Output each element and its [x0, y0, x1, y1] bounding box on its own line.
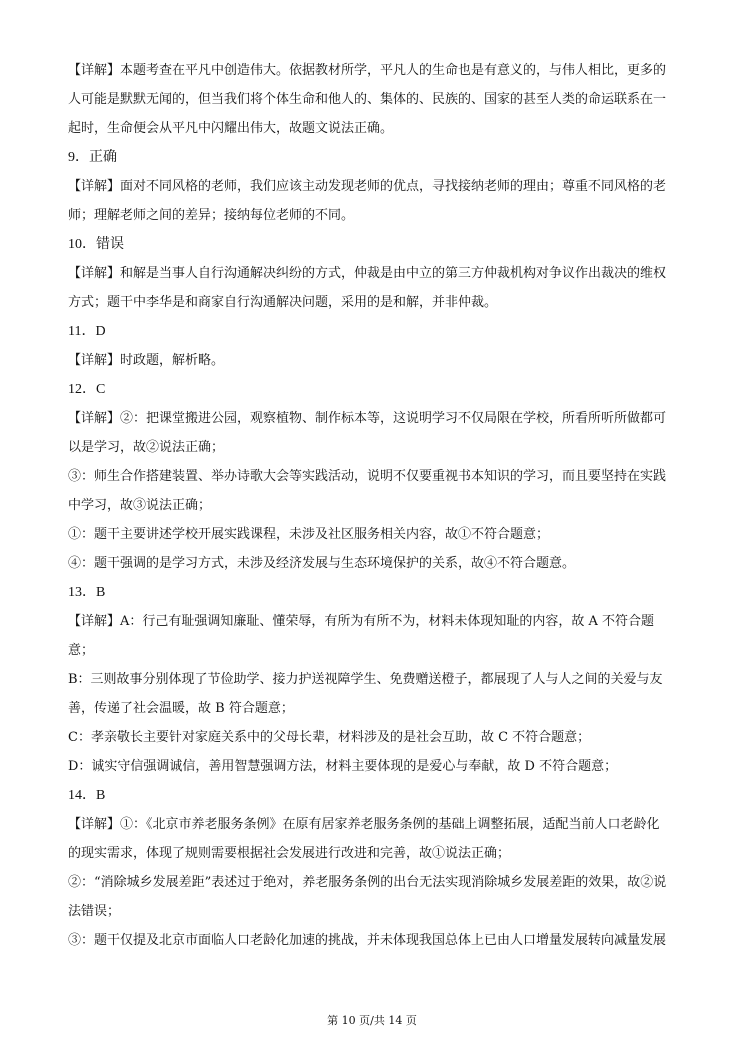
- text-line: 的现实需求，体现了规则需要根据社会发展进行改进和完善，故①说法正确；: [68, 846, 511, 861]
- text-line: 【详解】时政题，解析略。: [68, 353, 225, 368]
- text-line: 以是学习，故②说法正确；: [68, 440, 225, 455]
- text-line: 法错误；: [68, 904, 121, 919]
- text-line: ③：师生合作搭建装置、举办诗歌大会等实践活动，说明不仅要重视书本知识的学习，而且要坚持在实践: [68, 469, 667, 484]
- document-body: [68, 62, 682, 961]
- text-line: C：孝亲敬长主要针对家庭关系中的父母长辈，材料涉及的是社会互助，故 C 不符合题意；: [68, 730, 591, 745]
- text-line: 10．错误: [68, 237, 124, 252]
- text-line: 9．正确: [68, 150, 117, 165]
- text-line: 14．B: [68, 788, 106, 803]
- text-line: 中学习，故③说法正确；: [68, 498, 212, 513]
- text-line: ③：题干仅提及北京市面临人口老龄化加速的挑战，并未体现我国总体上已由人口增量发展转向减量发展: [68, 933, 667, 948]
- page-footer: 第 10 页/共 14 页: [327, 1014, 417, 1027]
- text-line: 师；理解老师之间的差异；接纳每位老师的不同。: [68, 208, 355, 223]
- text-line: 【详解】面对不同风格的老师，我们应该主动发现老师的优点，寻找接纳老师的理由；尊重不同风格的老: [68, 179, 667, 194]
- text-line: ④：题干强调的是学习方式，未涉及经济发展与生态环境保护的关系，故④不符合题意。: [68, 556, 576, 571]
- text-line: 11．D: [68, 324, 106, 339]
- text-line: 【详解】和解是当事人自行沟通解决纠纷的方式，仲裁是由中立的第三方仲裁机构对争议作出裁决的维权: [68, 266, 667, 281]
- text-line: 【详解】①：《北京市养老服务条例》在原有居家养老服务条例的基础上调整拓展，适配当前人口老龄化: [68, 817, 660, 832]
- text-line: 13．B: [68, 585, 106, 600]
- text-line: 意；: [68, 643, 95, 658]
- text-line: D：诚实守信强调诚信，善用智慧强调方法，材料主要体现的是爱心与奉献，故 D 不符合题意；: [68, 759, 618, 774]
- text-line: 12．C: [68, 382, 106, 397]
- text-line: ①：题干主要讲述学校开展实践课程，未涉及社区服务相关内容，故①不符合题意；: [68, 527, 550, 542]
- text-line: 起时，生命便会从平凡中闪耀出伟大，故题文说法正确。: [68, 121, 394, 136]
- text-line: 【详解】A：行己有耻强调知廉耻、懂荣辱，有所为有所不为，材料未体现知耻的内容，故 A 不符合题: [68, 614, 655, 629]
- text-line: ②：“消除城乡发展差距”表述过于绝对，养老服务条例的出台无法实现消除城乡发展差距的效果，故②说: [68, 875, 667, 890]
- text-line: 【详解】②：把课堂搬进公园，观察植物、制作标本等，这说明学习不仅局限在学校，所看所听所做都可: [68, 411, 667, 426]
- text-line: 方式；题干中李华是和商家自行沟通解决问题，采用的是和解，并非仲裁。: [68, 295, 498, 310]
- text-line: 善，传递了社会温暖，故 B 符合题意；: [68, 701, 294, 716]
- text-line: 【详解】本题考查在平凡中创造伟大。依据教材所学，平凡人的生命也是有意义的，与伟人相比，更多的: [68, 63, 667, 78]
- text-line: B：三则故事分别体现了节俭助学、接力护送视障学生、免费赠送橙子，都展现了人与人之间的关爱与友: [68, 672, 663, 687]
- text-line: 人可能是默默无闻的，但当我们将个体生命和他人的、集体的、民族的、国家的甚至人类的命运联系在一: [68, 92, 667, 107]
